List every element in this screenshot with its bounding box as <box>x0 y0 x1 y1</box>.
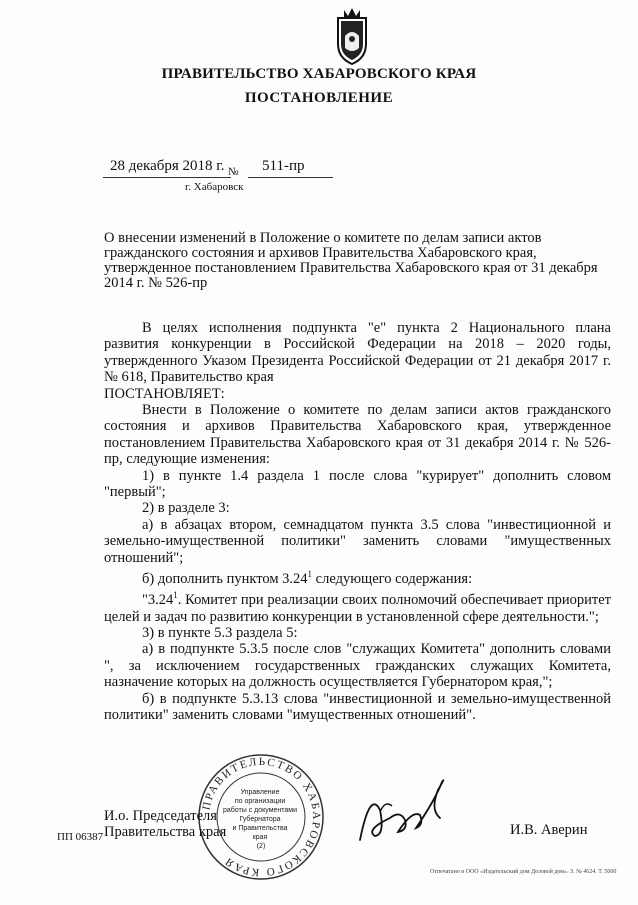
signatory-name: И.В. Аверин <box>510 822 588 838</box>
svg-text:Управление по организации: Управление по организации работы с документами Губернатора и Правительства края (2) <box>223 789 298 850</box>
document-date: 28 декабря 2018 г. <box>110 158 225 174</box>
body-paragraph: В целях исполнения подпункта "е" пункта 2 Национального плана развития конкуренции в Российской Федерации на 2018 – 2020 годы, утвержденного Указом Президента Российской Федерации от 21 декабря 2017 г. № 618, Правительство края <box>104 320 611 386</box>
body-paragraph: б) в подпункте 5.3.13 слова "инвестиционной и земельно-имущественной политики" заменить словами "имущественных отношений". <box>104 690 611 723</box>
organization-heading: ПРАВИТЕЛЬСТВО ХАБАРОВСКОГО КРАЯ <box>161 66 477 82</box>
printer-imprint: Отпечатано в ООО «Издательский дом Деловой дом». З. № 4624. Т. 5000 <box>430 869 617 875</box>
body-paragraph: а) в подпункте 5.3.5 после слов "служащих Комитета" дополнить словами ", за исключением государственных гражданских служащих Комитета, назначение которых на должность осуществляется Губернатором края,"; <box>104 641 611 691</box>
resolves-heading: ПОСТАНОВЛЯЕТ: <box>104 385 225 402</box>
svg-text:ПРАВИТЕЛЬСТВО ХАБАРОВСКОГО КРА: ПРАВИТЕЛЬСТВО ХАБАРОВСКОГО КРАЯ <box>200 755 323 879</box>
number-underline <box>248 177 333 178</box>
coat-of-arms-icon <box>330 6 374 66</box>
date-underline <box>103 177 231 178</box>
document-type-heading: ПОСТАНОВЛЕНИЕ <box>244 90 394 106</box>
document-subject: О внесении изменений в Положение о комитете по делам записи актов гражданского состояния и архивов Правительства Хабаровского края, утвержденное постановлением Правительства Хабаровского края от 31 декабря 2014 г. № 526-пр <box>104 230 598 291</box>
pp-code: ПП 06387 <box>57 831 104 843</box>
handwritten-signature <box>350 770 455 850</box>
number-sign: № <box>228 166 239 178</box>
body-paragraph: а) в абзацах втором, семнадцатом пункта 3.5 слова "инвестиционной и земельно-имущественной политики" заменить словами "имущественных отношений"; <box>104 516 611 566</box>
document-city: г. Хабаровск <box>185 181 244 193</box>
body-paragraph: Внести в Положение о комитете по делам записи актов гражданского состояния и архивов Правительства Хабаровского края, утвержденное постановлением Правительства Хабаровского края от 31 декабря 2014 г. № 526-пр, следующие изменения: <box>104 402 611 468</box>
body-paragraph: "3.24$^1$. Комитет при реализации своих полномочий обеспечивает приоритет целей и задач по развитию конкуренции в установленной сфере деятельности."; <box>104 590 611 625</box>
body-paragraph: 1) в пункте 1.4 раздела 1 после слова "курирует" дополнить словом "первый"; <box>104 467 611 501</box>
signatory-title: И.о. Председателя Правительства края <box>104 808 227 840</box>
body-paragraph: 3) в пункте 5.3 раздела 5: <box>142 624 298 641</box>
document-body <box>104 320 611 723</box>
body-paragraph: б) дополнить пунктом 3.24$^1$ следующего содержания: <box>142 569 473 587</box>
body-paragraph: 2) в разделе 3: <box>142 500 230 517</box>
document-number: 511-пр <box>262 158 305 174</box>
